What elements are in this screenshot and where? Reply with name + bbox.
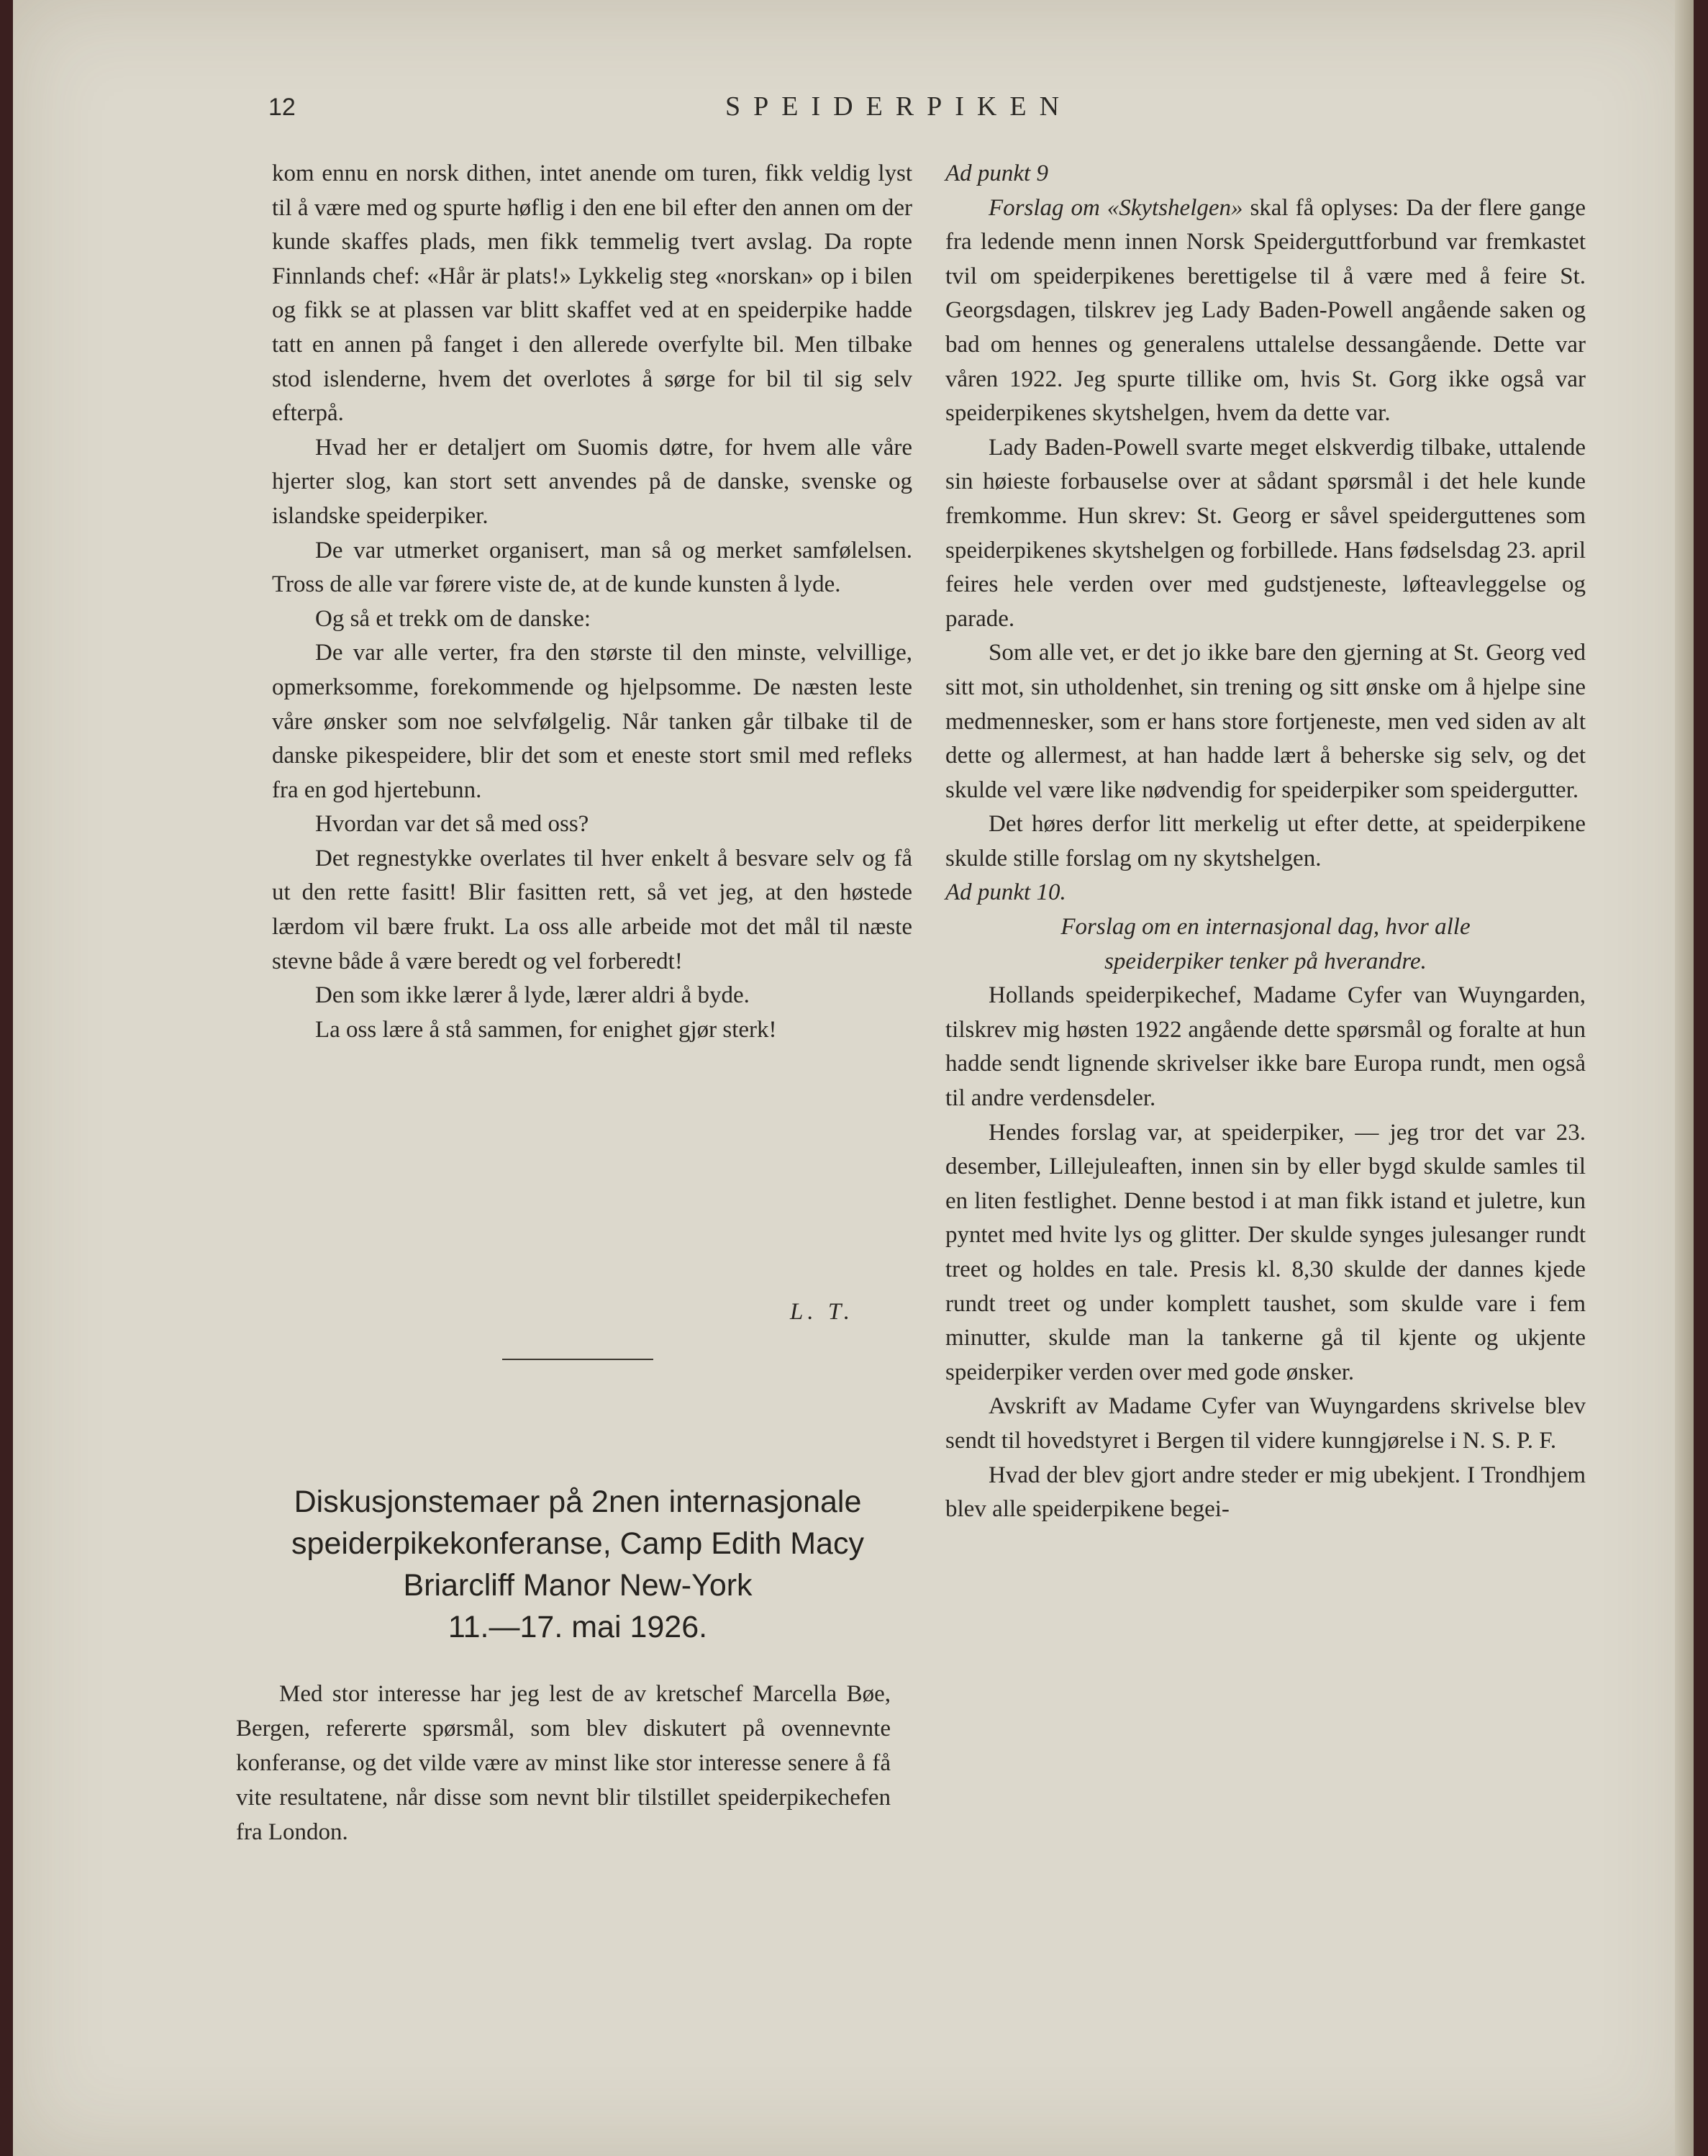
- signature: L. T.: [790, 1299, 855, 1325]
- paragraph-text: skal få oplyses: Da der flere gange fra ledende menn innen Norsk Speiderguttforbund var fremkastet tvil om speiderpikenes berettigelse til å være med å feire St. Georgsdagen, tilskrev jeg Lady Baden-Powell angående saken og bad om hennes og generalens uttalelse dessangående. Dette var våren 1922. Jeg spurte tillike om, hvis St. Gorg ikke også var speiderpikenes skytshelgen, hvem da dette var.: [945, 194, 1586, 427]
- running-title: SPEIDERPIKEN: [725, 91, 1073, 122]
- section-heading: [243, 1481, 912, 1648]
- left-column: [272, 157, 912, 1047]
- paragraph: Det regnestykke overlates til hver enkelt å besvare selv og få ut den rette fasitt! Blir fasitten rett, så vet jeg, at den høstede lærdom vil bære frukt. La oss alle arbeide mot det mål til næste stevne både å være beredt og vel forberedt!: [272, 845, 912, 974]
- paragraph: kom ennu en norsk dithen, intet anende om turen, fikk veldig lyst til å være med og spurte høflig i den ene bil efter den annen om der kunde skaffes plads, men fikk temmelig tvert avslag. Da ropte Finnlands chef: «Hår är plats!» Lykkelig steg «norskan» op i bilen og fikk se at plassen var blitt skaffet ved at en speiderpike hadde tatt en annen på fanget i den allerede overfylte bil. Men tilbake stod islenderne, hvem det overlotes å sørge for bil til sig selv efterpå.: [272, 160, 912, 427]
- document-page: [13, 0, 1694, 2156]
- paragraph: Hendes forslag var, at speiderpiker, — jeg tror det var 23. desember, Lillejuleaften, innen sin by eller bygd skulde samles til en liten festlighet. Denne bestod i at man fikk istand et juletre, kun pyntet med hvite lys og glitter. Der skulde synges julesanger rundt treet og holdes en tale. Presis kl. 8,30 skulde der dannes kjede rundt treet og under komplett taushet, som skulde vare i fem minutter, skulde man la tankerne gå til kjente og ukjente speiderpiker verden over med gode ønsker.: [945, 1119, 1586, 1385]
- bottom-left-paragraph: [236, 1677, 891, 1849]
- paragraph: Den som ikke lærer å lyde, lærer aldri å byde.: [315, 982, 750, 1009]
- paragraph: Hollands speiderpikechef, Madame Cyfer van Wuyngarden, tilskrev mig høsten 1922 angående dette spørsmål og foralte at hun hadde sendt lignende skrivelser ikke bare Europa rundt, men også til andre verdensdeler.: [945, 982, 1586, 1112]
- heading-line: Briarcliff Manor New-York: [403, 1568, 753, 1603]
- heading-line: Diskusjonstemaer på 2nen internasjonale: [294, 1485, 862, 1519]
- paragraph: [945, 191, 1586, 431]
- heading-line: speiderpikekonferanse, Camp Edith Macy: [291, 1526, 864, 1561]
- subheading-line: speiderpiker tenker på hverandre.: [1104, 948, 1427, 974]
- section-label: Ad punkt 10.: [945, 879, 1066, 906]
- heading-line: 11.—17. mai 1926.: [448, 1610, 708, 1644]
- page-edge: [1675, 0, 1694, 2156]
- paragraph: La oss lære å stå sammen, for enighet gjør sterk!: [315, 1016, 777, 1043]
- subheading-line: Forslag om en internasjonal dag, hvor alle: [1060, 914, 1471, 941]
- paragraph: Det høres derfor litt merkelig ut efter dette, at speiderpikene skulde stille forslag om ny skytshelgen.: [945, 811, 1586, 871]
- paragraph: Som alle vet, er det jo ikke bare den gjerning at St. Georg ved sitt mot, sin utholdenhet, sin trening og sitt ønske om å hjelpe sine medmennesker, som er hans store fortjeneste, men ved siden av alt dette og allermest, at han hadde lært å beherske sig selv, og det skulde vel være like nødvendig for speiderpiker som speidergutter.: [945, 640, 1586, 803]
- paragraph: Med stor interesse har jeg lest de av kretschef Marcella Bøe, Bergen, refererte spørsmål, som blev diskutert på ovennevnte konferanse, og det vilde være av minst like stor interesse senere å få vite resultatene, når disse som nevnt blir tilstillet speiderpikechefen fra London.: [236, 1681, 891, 1845]
- section-label: Ad punkt 9: [945, 160, 1048, 186]
- paragraph: De var alle verter, fra den største til den minste, velvillige, opmerksomme, forekommende og hjelpsomme. De næsten leste våre ønsker som noe selvfølgelig. Når tanken går tilbake til de danske pikespeidere, blir det som et eneste stort smil med refleks fra en god hjertebunn.: [272, 640, 912, 803]
- italic-phrase: Forslag om «Skytshelgen»: [989, 194, 1243, 221]
- paragraph: Hvad der blev gjort andre steder er mig ubekjent. I Trondhjem blev alle speiderpikene begei-: [945, 1462, 1586, 1523]
- paragraph: Hvad her er detaljert om Suomis døtre, for hvem alle våre hjerter slog, kan stort sett anvendes på de danske, svenske og islandske speiderpiker.: [272, 434, 912, 529]
- paragraph: Lady Baden-Powell svarte meget elskverdig tilbake, uttalende sin høieste forbauselse over at sådant spørsmål i det hele kunde fremkomme. Hun skrev: St. Georg er såvel speiderguttenes som speiderpikenes skytshelgen og forbillede. Hans fødselsdag 23. april feires hele verden over med gudstjeneste, løfteavleggelse og parade.: [945, 434, 1586, 632]
- paragraph: De var utmerket organisert, man så og merket samfølelsen. Tross de alle var førere viste de, at de kunde kunsten å lyde.: [272, 537, 912, 598]
- paragraph: Hvordan var det så med oss?: [315, 811, 589, 838]
- section-divider: [502, 1359, 653, 1360]
- page-number: 12: [268, 94, 296, 121]
- right-column: [945, 157, 1586, 1527]
- paragraph: Avskrift av Madame Cyfer van Wuyngardens skrivelse blev sendt til hovedstyret i Bergen til videre kunngjørelse i N. S. P. F.: [945, 1393, 1586, 1454]
- paragraph: Og så et trekk om de danske:: [315, 605, 591, 632]
